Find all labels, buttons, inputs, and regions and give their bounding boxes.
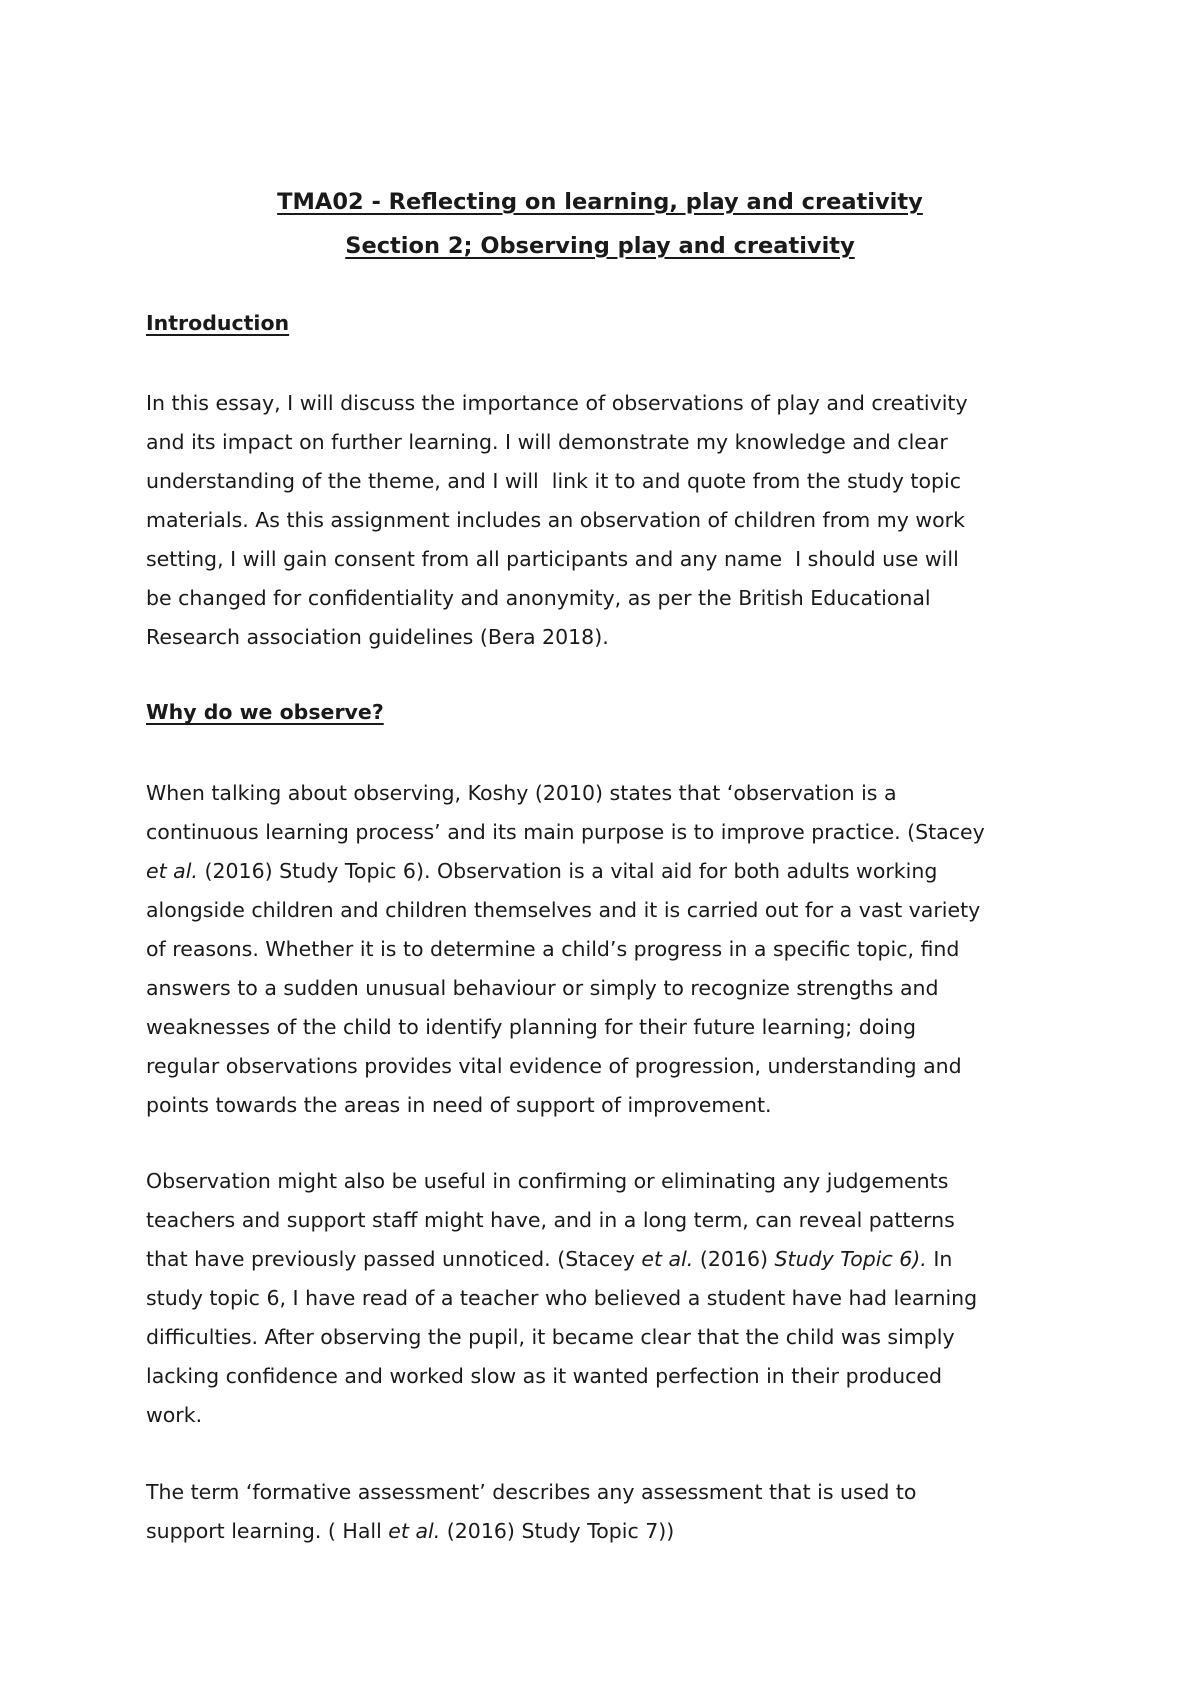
text-line xyxy=(146,852,1076,891)
text-fragment: that have previously passed unnoticed. (Stacey xyxy=(146,1247,642,1271)
text-fragment: (2016) xyxy=(693,1247,775,1271)
text-fragment: (2016) Study Topic 6). Observation is a vital aid for both adults working xyxy=(197,859,938,883)
why-observe-paragraph-1 xyxy=(146,774,1076,1125)
text-line: Research association guidelines (Bera 2018). xyxy=(146,625,609,649)
document-title: TMA02 - Reflecting on learning, play and creativity xyxy=(277,189,923,215)
text-line: work. xyxy=(146,1403,203,1427)
text-fragment: support learning. ( Hall xyxy=(146,1519,389,1543)
text-line: lacking confidence and worked slow as it wanted perfection in their produced xyxy=(146,1364,943,1388)
why-observe-paragraph-3 xyxy=(146,1473,1076,1551)
why-observe-paragraph-2 xyxy=(146,1162,1076,1435)
italic-citation: et al. xyxy=(641,1247,694,1271)
section-heading-introduction: Introduction xyxy=(146,311,290,335)
text-line: points towards the areas in need of support of improvement. xyxy=(146,1093,772,1117)
text-line: materials. As this assignment includes an observation of children from my work xyxy=(146,508,965,532)
text-line: When talking about observing, Koshy (2010) states that ‘observation is a xyxy=(146,781,897,805)
section-heading-why-observe: Why do we observe? xyxy=(146,700,384,724)
text-line: weaknesses of the child to identify planning for their future learning; doing xyxy=(146,1015,916,1039)
text-line: Observation might also be useful in confirming or eliminating any judgements xyxy=(146,1169,949,1193)
text-line: difficulties. After observing the pupil, it became clear that the child was simply xyxy=(146,1325,955,1349)
text-fragment: (2016) Study Topic 7)) xyxy=(440,1519,675,1543)
italic-citation: Study Topic 6). xyxy=(774,1247,927,1271)
text-line: teachers and support staff might have, and in a long term, can reveal patterns xyxy=(146,1208,955,1232)
text-line: answers to a sudden unusual behaviour or simply to recognize strengths and xyxy=(146,976,939,1000)
italic-citation: et al. xyxy=(146,859,198,883)
text-line: regular observations provides vital evidence of progression, understanding and xyxy=(146,1054,962,1078)
text-line: continuous learning process’ and its main purpose is to improve practice. (Stacey xyxy=(146,820,985,844)
text-line: of reasons. Whether it is to determine a child’s progress in a specific topic, find xyxy=(146,937,960,961)
italic-citation: et al. xyxy=(388,1519,441,1543)
text-line: and its impact on further learning. I will demonstrate my knowledge and clear xyxy=(146,430,948,454)
text-line: understanding of the theme, and I will link it to and quote from the study topic xyxy=(146,469,961,493)
text-line: In this essay, I will discuss the importance of observations of play and creativity xyxy=(146,391,968,415)
text-line xyxy=(146,1240,1076,1279)
text-line: alongside children and children themselves and it is carried out for a vast variety xyxy=(146,898,981,922)
document-subtitle: Section 2; Observing play and creativity xyxy=(345,233,855,259)
text-line: setting, I will gain consent from all participants and any name I should use will xyxy=(146,547,959,571)
text-line: be changed for confidentiality and anonymity, as per the British Educational xyxy=(146,586,931,610)
introduction-paragraph xyxy=(146,384,1076,657)
text-fragment: In xyxy=(926,1247,953,1271)
text-line: The term ‘formative assessment’ describes any assessment that is used to xyxy=(146,1480,917,1504)
text-line xyxy=(146,1512,1076,1551)
text-line: study topic 6, I have read of a teacher who believed a student have had learning xyxy=(146,1286,978,1310)
